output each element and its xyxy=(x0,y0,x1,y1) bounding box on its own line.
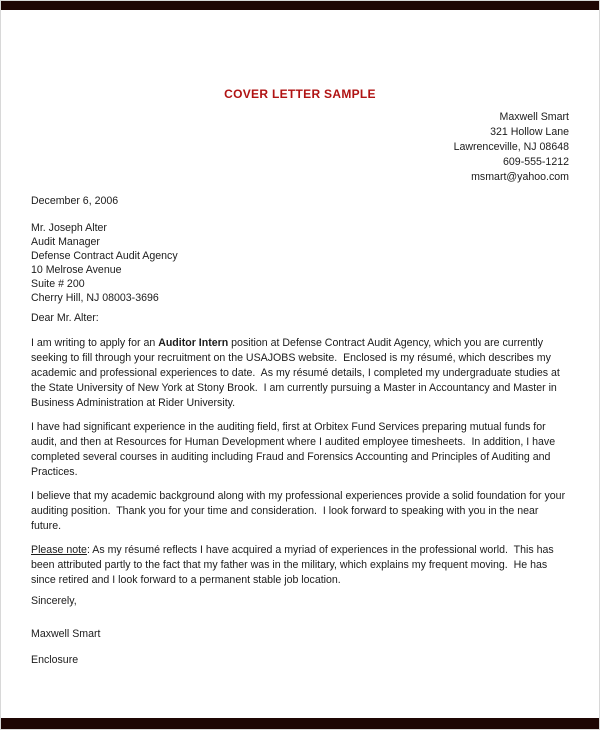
letter-content xyxy=(1,1,599,668)
body-paragraph-4 xyxy=(31,543,569,588)
recipient-job-title: Audit Manager xyxy=(31,236,100,248)
sender-block xyxy=(31,110,569,185)
recipient-company: Defense Contract Audit Agency xyxy=(31,250,178,262)
enclosure-note: Enclosure xyxy=(31,654,79,666)
recipient-suite: Suite # 200 xyxy=(31,278,85,290)
sender-city: Lawrenceville, NJ 08648 xyxy=(453,141,569,153)
body-paragraph-1 xyxy=(31,336,569,411)
recipient-block xyxy=(31,221,569,305)
valediction: Sincerely, xyxy=(31,595,77,607)
body-paragraph-2: I have had significant experience in the auditing field, first at Orbitex Fund Services preparing mutual funds for audit, and then at Resources for Human Development where I audited employee timesheets. In addition, I have completed several courses in auditing including Fraud and Forensics Accounting and Principles of Auditing and Practices. xyxy=(31,421,559,478)
recipient-name: Mr. Joseph Alter xyxy=(31,222,107,234)
paragraph-1-text-end: position at Defense Contract Audit Agency, which you are currently seeking to fill through your recruitment on the USAJOBS website. Enclosed is my résumé, which describes my academic and professional experiences to date. As my résumé details, I completed my undergraduate studies at the State University of New York at Stony Brook. I am currently pursuing a Master in Accountancy and Master in Business Administration at Rider University. xyxy=(31,337,563,409)
sender-phone: 609-555-1212 xyxy=(503,156,569,168)
signature-name: Maxwell Smart xyxy=(31,628,101,640)
sender-name: Maxwell Smart xyxy=(499,111,569,123)
sender-email: msmart@yahoo.com xyxy=(471,171,569,183)
bottom-border-bar xyxy=(1,718,599,729)
document-title: COVER LETTER SAMPLE xyxy=(224,87,376,101)
recipient-city: Cherry Hill, NJ 08003-3696 xyxy=(31,292,159,304)
please-note-label: Please note xyxy=(31,544,87,556)
recipient-street: 10 Melrose Avenue xyxy=(31,264,122,276)
paragraph-1-text-start: I am writing to apply for an xyxy=(31,337,159,349)
paragraph-4-text: : As my résumé reflects I have acquired a myriad of experiences in the professional world. This has been attributed partly to the fact that my father was in the military, which explains my frequent moving. He has since retired and I look forward to a permanent stable job location. xyxy=(31,544,557,586)
date-line: December 6, 2006 xyxy=(31,195,119,207)
salutation: Dear Mr. Alter: xyxy=(31,312,99,324)
sender-street: 321 Hollow Lane xyxy=(490,126,569,138)
body-paragraph-3: I believe that my academic background along with my professional experiences provide a solid foundation for your auditing position. Thank you for your time and consideration. I look forward to speaking with you in the near future. xyxy=(31,490,569,532)
position-name-bold: Auditor Intern xyxy=(158,337,229,349)
